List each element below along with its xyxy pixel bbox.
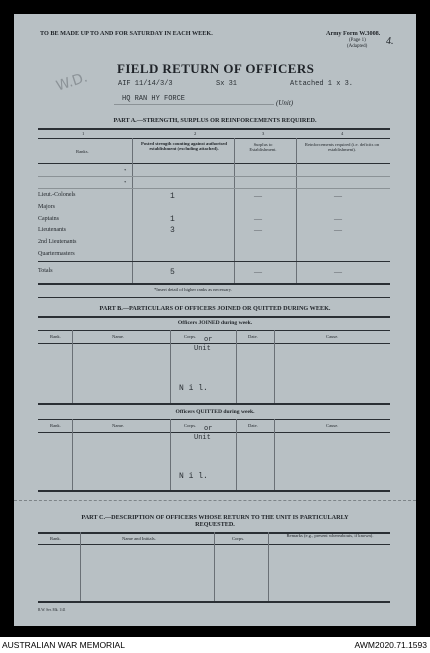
- quitted-col-corps: Corps.: [184, 423, 197, 428]
- form-adapted: (Adapted): [347, 44, 368, 49]
- joined-col-divider: [236, 330, 237, 404]
- quitted-col-divider: [170, 419, 171, 491]
- quitted-col-divider: [236, 419, 237, 491]
- joined-col-rank: Rank.: [50, 334, 61, 339]
- rank-captains: Captains: [38, 216, 59, 222]
- part-c-col-divider: [214, 532, 215, 602]
- quitted-corps-or: or: [204, 425, 213, 433]
- joined-nil: N i l.: [179, 384, 208, 393]
- joined-bottom-rule: [38, 403, 390, 405]
- surplus-lieut-colonels: —: [254, 191, 262, 200]
- part-a-col-divider: [132, 138, 133, 284]
- unit-underline: [114, 104, 274, 105]
- part-c-col-divider: [268, 532, 269, 602]
- footnote: *Insert detail of higher ranks as necessary.: [154, 287, 232, 292]
- rank-majors: Majors: [38, 204, 55, 210]
- quitted-nil: N i l.: [179, 472, 208, 481]
- part-a-end-rule: [38, 297, 390, 298]
- typed-date: Sx 31: [216, 80, 238, 88]
- part-b-heading: PART B.—PARTICULARS OF OFFICERS JOINED OR QUITTED DURING WEEK.: [99, 305, 331, 312]
- part-c-col-divider: [80, 532, 81, 602]
- reinf-lieutenants: —: [334, 225, 342, 234]
- joined-col-divider: [72, 330, 73, 404]
- page-title: FIELD RETURN OF OFFICERS: [117, 61, 315, 76]
- row-line: [38, 188, 390, 189]
- joined-heading: Officers JOINED during week.: [177, 320, 253, 326]
- col-number-2: 2: [194, 131, 197, 136]
- joined-col-divider: [274, 330, 275, 404]
- joined-corps-or: or: [204, 336, 213, 344]
- surplus-lieutenants: —: [254, 225, 262, 234]
- part-a-header-rule: [38, 163, 390, 164]
- pencil-mark: W.D.: [54, 69, 90, 95]
- part-c-col-rank: Rank.: [50, 536, 61, 541]
- reinf-lieut-colonels: —: [334, 191, 342, 200]
- quitted-col-divider: [72, 419, 73, 491]
- col-header-reinforcements: Reinforcements required (i.e. deficits on establishment).: [304, 142, 380, 153]
- quitted-col-divider: [274, 419, 275, 491]
- col-number-1: 1: [82, 131, 85, 136]
- document-page: [14, 14, 416, 626]
- col-header-posted: Posted strength counting against authorised establishment (excluding attached).: [141, 141, 227, 152]
- part-c-heading-line1: PART C.—DESCRIPTION OF OFFICERS WHOSE RETURN TO THE UNIT IS PARTICULARLY: [81, 514, 349, 521]
- quitted-bottom-rule: [38, 490, 390, 492]
- part-a-heading: PART A.—STRENGTH, SURPLUS OR REINFORCEMENTS REQUIRED.: [113, 117, 317, 124]
- part-c-bottom-rule: [38, 601, 390, 603]
- col-header-surplus: Surplus to Establishment.: [249, 142, 277, 153]
- posted-captains: 1: [170, 215, 175, 224]
- typed-reference: AIF 11/14/3/3: [118, 80, 173, 88]
- form-name: Army Form W.3008.: [326, 30, 381, 37]
- quitted-corps-unit: Unit: [194, 434, 211, 442]
- part-b-top-rule: [38, 316, 390, 318]
- col-number-4: 4: [341, 131, 344, 136]
- footer-accession-number: AWM2020.71.1593: [354, 640, 427, 650]
- totals-reinforcements: —: [334, 267, 342, 276]
- part-a-col-divider: [234, 138, 235, 284]
- unit-label: (Unit): [276, 99, 294, 107]
- quitted-header-bottom-rule: [38, 432, 390, 433]
- part-c-col-remarks: Remarks (e.g., present whereabouts, if known).: [286, 533, 374, 538]
- row-line: [38, 176, 390, 177]
- joined-col-date: Date.: [248, 334, 258, 339]
- surplus-captains: —: [254, 214, 262, 223]
- quitted-header-top-rule: [38, 419, 390, 420]
- asterisk-mark: *: [124, 180, 127, 185]
- part-c-col-corps: Corps.: [232, 536, 245, 541]
- totals-posted: 5: [170, 268, 175, 277]
- asterisk-mark: *: [124, 168, 127, 173]
- rank-quartermasters: Quartermasters: [38, 251, 75, 257]
- joined-corps-unit: Unit: [194, 345, 211, 353]
- typed-unit: HQ RAN HY FORCE: [122, 95, 186, 103]
- quitted-col-rank: Rank.: [50, 423, 61, 428]
- footer-source: AUSTRALIAN WAR MEMORIAL: [2, 640, 125, 650]
- reinf-captains: —: [334, 214, 342, 223]
- col-header-ranks: Ranks.: [76, 149, 89, 154]
- joined-col-name: Name.: [112, 334, 125, 339]
- rank-lieut-colonels: Lieut.-Colonels: [38, 192, 76, 198]
- instruction-text: TO BE MADE UP TO AND FOR SATURDAY IN EACH WEEK.: [40, 30, 213, 37]
- form-page: (Page 1): [349, 38, 366, 43]
- joined-col-corps: Corps.: [184, 334, 197, 339]
- footer-bar: [0, 637, 430, 653]
- part-a-number-rule: [38, 138, 390, 139]
- quitted-col-name: Name.: [112, 423, 125, 428]
- part-a-top-rule: [38, 128, 390, 130]
- part-a-bottom-rule: [38, 283, 390, 285]
- perforation-line: [14, 500, 416, 501]
- totals-label: Totals: [38, 268, 53, 274]
- handwritten-page-number: 4.: [386, 36, 394, 47]
- typed-attached: Attached 1 x 3.: [290, 80, 354, 88]
- joined-header-top-rule: [38, 330, 390, 331]
- col-number-3: 3: [262, 131, 265, 136]
- quitted-heading: Officers QUITTED during week.: [175, 409, 255, 415]
- part-c-col-name: Name and Initials.: [122, 536, 156, 541]
- totals-top-rule: [38, 261, 390, 262]
- rank-lieutenants: Lieutenants: [38, 227, 66, 233]
- joined-header-bottom-rule: [38, 343, 390, 344]
- quitted-col-cause: Cause.: [326, 423, 339, 428]
- part-c-heading-line2: REQUESTED.: [195, 521, 235, 528]
- rank-2nd-lieutenants: 2nd Lieutenants: [38, 239, 77, 245]
- totals-surplus: —: [254, 267, 262, 276]
- joined-col-divider: [170, 330, 171, 404]
- quitted-col-date: Date.: [248, 423, 258, 428]
- part-a-col-divider: [296, 138, 297, 284]
- printer-note: R.W. Ser. Mk. 1/41: [38, 608, 66, 612]
- posted-lieut-colonels: 1: [170, 192, 175, 201]
- posted-lieutenants: 3: [170, 226, 175, 235]
- joined-col-cause: Cause.: [326, 334, 339, 339]
